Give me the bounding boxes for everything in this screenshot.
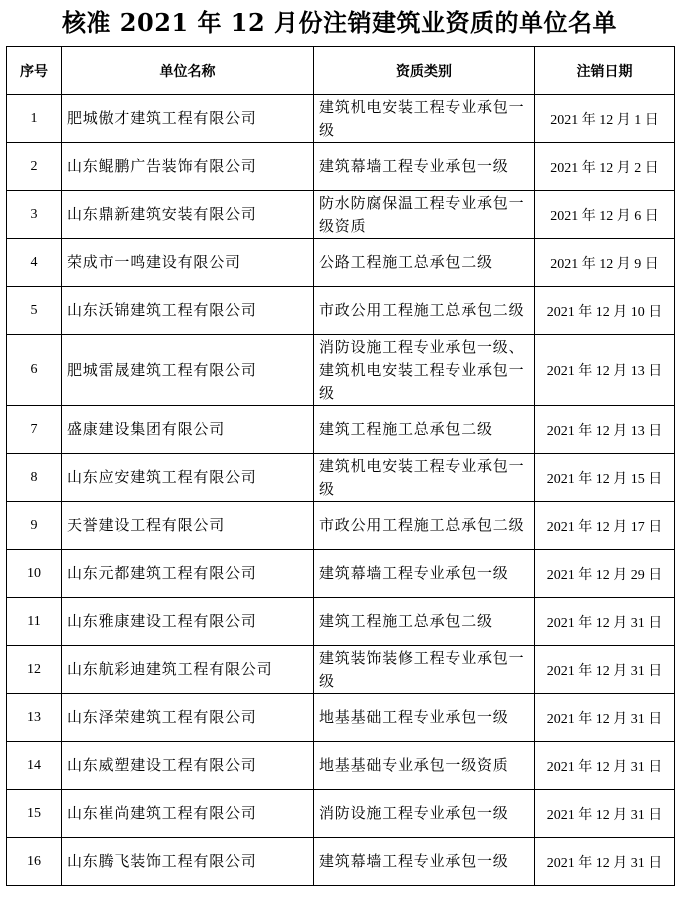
row-date: 2021 年 12 月 31 日 — [535, 694, 675, 742]
table-row — [7, 742, 675, 790]
row-company-name: 山东应安建筑工程有限公司 — [62, 454, 314, 502]
row-date: 2021 年 12 月 31 日 — [535, 598, 675, 646]
table-row — [7, 694, 675, 742]
row-company-name: 山东腾飞装饰工程有限公司 — [62, 838, 314, 886]
table-row — [7, 239, 675, 287]
row-qualification: 建筑装饰装修工程专业承包一级 — [314, 646, 535, 694]
header-date: 注销日期 — [535, 47, 675, 95]
row-qualification: 市政公用工程施工总承包二级 — [314, 502, 535, 550]
row-qualification: 市政公用工程施工总承包二级 — [314, 287, 535, 335]
table-row — [7, 550, 675, 598]
row-date: 2021 年 12 月 2 日 — [535, 143, 675, 191]
row-company-name: 荣成市一鸣建设有限公司 — [62, 239, 314, 287]
row-company-name: 山东威塑建设工程有限公司 — [62, 742, 314, 790]
row-company-name: 肥城傲才建筑工程有限公司 — [62, 95, 314, 143]
table-row — [7, 790, 675, 838]
row-no: 11 — [7, 598, 62, 646]
row-qualification: 建筑工程施工总承包二级 — [314, 598, 535, 646]
row-date: 2021 年 12 月 31 日 — [535, 646, 675, 694]
table-row — [7, 335, 675, 406]
row-qualification: 建筑机电安装工程专业承包一级 — [314, 95, 535, 143]
table-row — [7, 95, 675, 143]
table-row — [7, 406, 675, 454]
row-company-name: 山东鼎新建筑安装有限公司 — [62, 191, 314, 239]
row-company-name: 山东雅康建设工程有限公司 — [62, 598, 314, 646]
deregistration-table — [6, 46, 675, 886]
row-qualification: 地基基础专业承包一级资质 — [314, 742, 535, 790]
row-no: 14 — [7, 742, 62, 790]
row-date: 2021 年 12 月 10 日 — [535, 287, 675, 335]
row-qualification: 消防设施工程专业承包一级 — [314, 790, 535, 838]
row-no: 7 — [7, 406, 62, 454]
row-no: 10 — [7, 550, 62, 598]
row-no: 4 — [7, 239, 62, 287]
row-no: 3 — [7, 191, 62, 239]
row-company-name: 山东元都建筑工程有限公司 — [62, 550, 314, 598]
row-qualification: 防水防腐保温工程专业承包一级资质 — [314, 191, 535, 239]
row-qualification: 建筑机电安装工程专业承包一级 — [314, 454, 535, 502]
row-company-name: 山东沃锦建筑工程有限公司 — [62, 287, 314, 335]
table-header-row — [7, 47, 675, 95]
table-row — [7, 454, 675, 502]
row-no: 8 — [7, 454, 62, 502]
row-company-name: 山东崔尚建筑工程有限公司 — [62, 790, 314, 838]
row-date: 2021 年 12 月 1 日 — [535, 95, 675, 143]
header-name: 单位名称 — [62, 47, 314, 95]
table-row — [7, 502, 675, 550]
row-qualification: 建筑幕墙工程专业承包一级 — [314, 550, 535, 598]
row-date: 2021 年 12 月 31 日 — [535, 790, 675, 838]
row-no: 5 — [7, 287, 62, 335]
table-row — [7, 646, 675, 694]
row-date: 2021 年 12 月 17 日 — [535, 502, 675, 550]
table-row — [7, 838, 675, 886]
row-date: 2021 年 12 月 15 日 — [535, 454, 675, 502]
row-no: 6 — [7, 335, 62, 406]
row-no: 16 — [7, 838, 62, 886]
row-no: 15 — [7, 790, 62, 838]
row-qualification: 建筑工程施工总承包二级 — [314, 406, 535, 454]
row-no: 1 — [7, 95, 62, 143]
row-no: 2 — [7, 143, 62, 191]
row-qualification: 消防设施工程专业承包一级、建筑机电安装工程专业承包一级 — [314, 335, 535, 406]
header-qualification: 资质类别 — [314, 47, 535, 95]
row-qualification: 地基基础工程专业承包一级 — [314, 694, 535, 742]
row-company-name: 山东航彩迪建筑工程有限公司 — [62, 646, 314, 694]
row-company-name: 天誉建设工程有限公司 — [62, 502, 314, 550]
row-qualification: 建筑幕墙工程专业承包一级 — [314, 143, 535, 191]
row-date: 2021 年 12 月 29 日 — [535, 550, 675, 598]
row-company-name: 肥城雷晟建筑工程有限公司 — [62, 335, 314, 406]
row-date: 2021 年 12 月 9 日 — [535, 239, 675, 287]
row-date: 2021 年 12 月 13 日 — [535, 335, 675, 406]
row-company-name: 盛康建设集团有限公司 — [62, 406, 314, 454]
row-company-name: 山东泽荣建筑工程有限公司 — [62, 694, 314, 742]
header-no: 序号 — [7, 47, 62, 95]
row-qualification: 公路工程施工总承包二级 — [314, 239, 535, 287]
row-no: 12 — [7, 646, 62, 694]
table-row — [7, 287, 675, 335]
row-no: 13 — [7, 694, 62, 742]
table-row — [7, 598, 675, 646]
row-date: 2021 年 12 月 13 日 — [535, 406, 675, 454]
row-date: 2021 年 12 月 31 日 — [535, 742, 675, 790]
row-company-name: 山东鲲鹏广告装饰有限公司 — [62, 143, 314, 191]
table-row — [7, 143, 675, 191]
row-date: 2021 年 12 月 31 日 — [535, 838, 675, 886]
row-date: 2021 年 12 月 6 日 — [535, 191, 675, 239]
table-row — [7, 191, 675, 239]
page-title: 核准 2021 年 12 月份注销建筑业资质的单位名单 — [61, 8, 618, 37]
row-no: 9 — [7, 502, 62, 550]
row-qualification: 建筑幕墙工程专业承包一级 — [314, 838, 535, 886]
